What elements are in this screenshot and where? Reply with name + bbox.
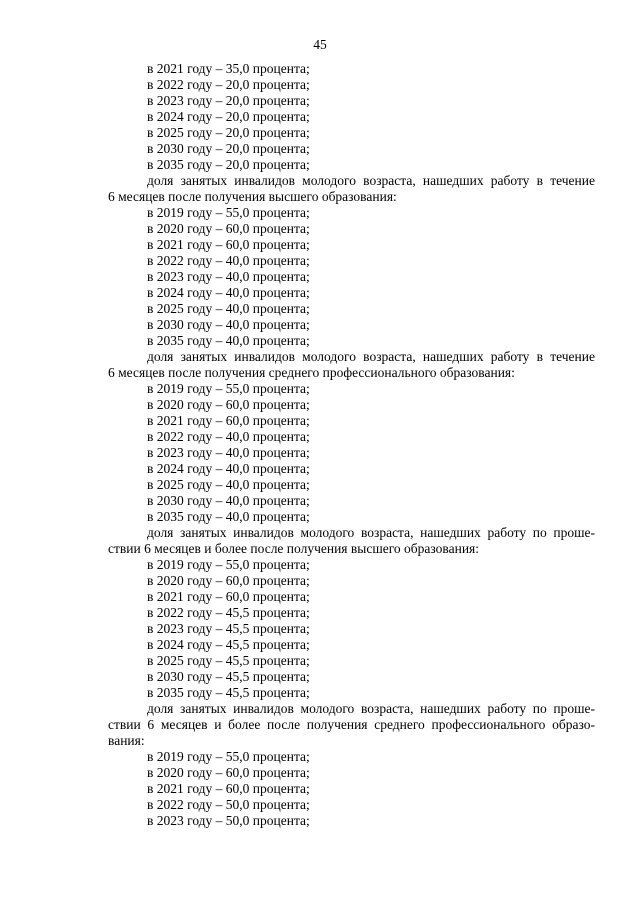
page-number: 45	[313, 37, 327, 52]
list-item: в 2019 году – 55,0 процента;	[147, 749, 310, 764]
list-item: в 2019 году – 55,0 процента;	[147, 205, 310, 220]
list-item: в 2021 году – 60,0 процента;	[147, 237, 310, 252]
paragraph-line: доля занятых инвалидов молодого возраста, нашедших работу в течение	[147, 173, 595, 188]
list-item: в 2030 году – 40,0 процента;	[147, 317, 310, 332]
list-item: в 2019 году – 55,0 процента;	[147, 557, 310, 572]
list-item: в 2021 году – 60,0 процента;	[147, 781, 310, 796]
paragraph-line: вания:	[108, 733, 145, 748]
list-item: в 2020 году – 60,0 процента;	[147, 765, 310, 780]
list-item: в 2021 году – 60,0 процента;	[147, 413, 310, 428]
list-item: в 2021 году – 60,0 процента;	[147, 589, 310, 604]
list-item: в 2025 году – 40,0 процента;	[147, 301, 310, 316]
list-item: в 2035 году – 40,0 процента;	[147, 333, 310, 348]
list-item: в 2022 году – 50,0 процента;	[147, 797, 310, 812]
list-item: в 2020 году – 60,0 процента;	[147, 397, 310, 412]
list-item: в 2030 году – 20,0 процента;	[147, 141, 310, 156]
list-item: в 2021 году – 35,0 процента;	[147, 61, 310, 76]
paragraph-line: 6 месяцев после получения высшего образования:	[108, 189, 397, 204]
list-item: в 2025 году – 40,0 процента;	[147, 477, 310, 492]
list-item: в 2022 году – 40,0 процента;	[147, 253, 310, 268]
list-item: в 2022 году – 45,5 процента;	[147, 605, 310, 620]
paragraph-line: ствии 6 месяцев и более после получения высшего образования:	[108, 541, 480, 556]
paragraph-line: ствии 6 месяцев и более после получения среднего профессионального образо-	[108, 717, 595, 732]
list-item: в 2023 году – 50,0 процента;	[147, 813, 310, 828]
list-item: в 2022 году – 40,0 процента;	[147, 429, 310, 444]
list-item: в 2035 году – 20,0 процента;	[147, 157, 310, 172]
list-item: в 2023 году – 40,0 процента;	[147, 445, 310, 460]
list-item: в 2024 году – 40,0 процента;	[147, 461, 310, 476]
list-item: в 2024 году – 45,5 процента;	[147, 637, 310, 652]
list-item: в 2030 году – 40,0 процента;	[147, 493, 310, 508]
paragraph-line: доля занятых инвалидов молодого возраста, нашедших работу по проше-	[147, 701, 595, 716]
list-item: в 2025 году – 20,0 процента;	[147, 125, 310, 140]
paragraph-line: доля занятых инвалидов молодого возраста, нашедших работу в течение	[147, 349, 595, 364]
list-item: в 2022 году – 20,0 процента;	[147, 77, 310, 92]
list-item: в 2024 году – 20,0 процента;	[147, 109, 310, 124]
list-item: в 2023 году – 45,5 процента;	[147, 621, 310, 636]
list-item: в 2020 году – 60,0 процента;	[147, 221, 310, 236]
list-item: в 2030 году – 45,5 процента;	[147, 669, 310, 684]
document-body	[108, 61, 595, 829]
list-item: в 2019 году – 55,0 процента;	[147, 381, 310, 396]
list-item: в 2035 году – 40,0 процента;	[147, 509, 310, 524]
list-item: в 2023 году – 20,0 процента;	[147, 93, 310, 108]
list-item: в 2023 году – 40,0 процента;	[147, 269, 310, 284]
list-item: в 2020 году – 60,0 процента;	[147, 573, 310, 588]
paragraph-line: 6 месяцев после получения среднего профессионального образования:	[108, 365, 515, 380]
list-item: в 2025 году – 45,5 процента;	[147, 653, 310, 668]
list-item: в 2024 году – 40,0 процента;	[147, 285, 310, 300]
list-item: в 2035 году – 45,5 процента;	[147, 685, 310, 700]
paragraph-line: доля занятых инвалидов молодого возраста, нашедших работу по проше-	[147, 525, 595, 540]
